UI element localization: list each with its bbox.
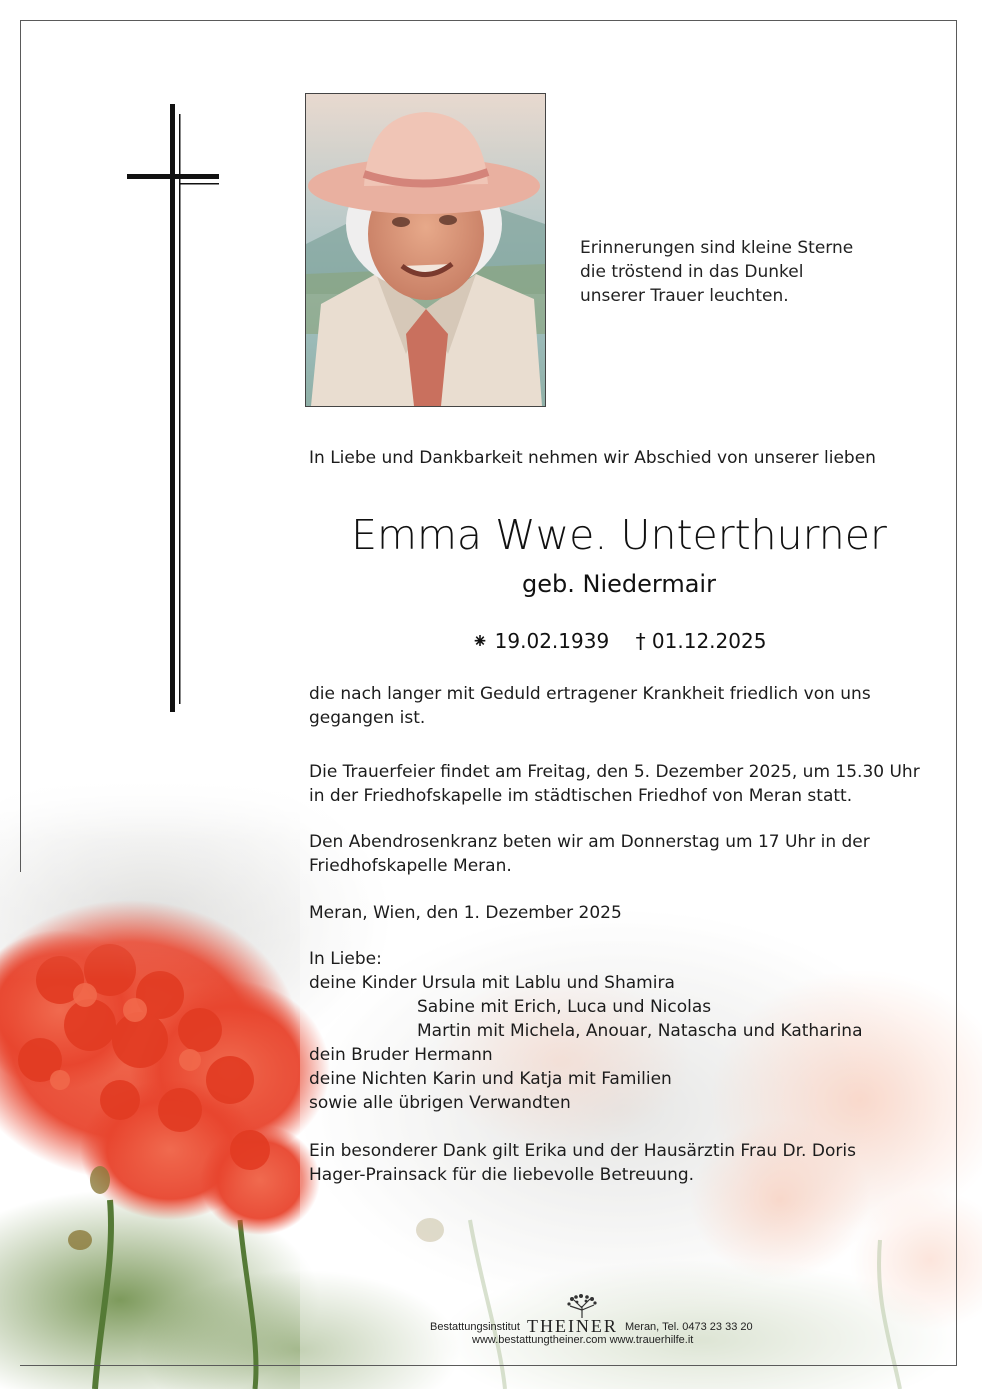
cross-icon	[120, 100, 230, 720]
memorial-verse	[580, 236, 900, 308]
verse-line: Erinnerungen sind kleine Sterne	[580, 238, 854, 258]
footer-contact: Meran, Tel. 0473 23 33 20	[625, 1321, 753, 1333]
footer-prefix: Bestattungsinstitut	[430, 1321, 520, 1333]
tree-logo-icon	[562, 1294, 602, 1318]
paragraph-line: die nach langer mit Geduld ertragener Krankheit friedlich von uns	[309, 684, 871, 704]
rosary-paragraph	[309, 830, 870, 878]
funeral-home-footer	[400, 1294, 820, 1354]
mourners-list	[309, 947, 863, 1115]
mourner-line: Sabine mit Erich, Luca und Nicolas	[417, 997, 712, 1017]
paragraph-line: in der Friedhofskapelle im städtischen Friedhof von Meran statt.	[309, 786, 853, 806]
mourners-heading: In Liebe:	[309, 949, 382, 969]
intro-text: In Liebe und Dankbarkeit nehmen wir Abschied von unserer lieben	[309, 448, 876, 468]
paragraph-line: Ein besonderer Dank gilt Erika und der Hausärztin Frau Dr. Doris	[309, 1141, 856, 1161]
verse-line: die tröstend in das Dunkel	[580, 262, 804, 282]
funeral-home-brand: THEINER	[526, 1316, 618, 1336]
paragraph-line: Friedhofskapelle Meran.	[309, 856, 512, 876]
death-date: † 01.12.2025	[635, 629, 767, 653]
illness-paragraph	[309, 682, 871, 730]
portrait-photo	[305, 93, 546, 407]
paragraph-line: Den Abendrosenkranz beten wir am Donnerstag um 17 Uhr in der	[309, 832, 870, 852]
mourner-line: deine Nichten Karin und Katja mit Familien	[309, 1069, 672, 1089]
birth-date: ⁕ 19.02.1939	[471, 629, 610, 653]
paragraph-line: Hager-Prainsack für die liebevolle Betreuung.	[309, 1165, 695, 1185]
thanks-paragraph	[309, 1139, 856, 1187]
place-date	[309, 901, 622, 925]
mourner-line: deine Kinder Ursula mit Lablu und Shamira	[309, 973, 675, 993]
deceased-name: Emma Wwe. Unterthurner	[351, 511, 887, 559]
mourner-line: dein Bruder Hermann	[309, 1045, 493, 1065]
mourner-line: Martin mit Michela, Anouar, Natascha und Katharina	[417, 1021, 863, 1041]
verse-line: unserer Trauer leuchten.	[580, 286, 789, 306]
place-date-line: Meran, Wien, den 1. Dezember 2025	[309, 903, 622, 923]
mourner-line: sowie alle übrigen Verwandten	[309, 1093, 571, 1113]
birth-name: geb. Niedermair	[522, 570, 716, 598]
paragraph-line: Die Trauerfeier findet am Freitag, den 5. Dezember 2025, um 15.30 Uhr	[309, 762, 920, 782]
footer-websites: www.bestattungtheiner.com www.trauerhilfe.it	[472, 1334, 694, 1346]
life-dates	[309, 626, 929, 656]
paragraph-line: gegangen ist.	[309, 708, 426, 728]
frame-left-edge	[20, 20, 21, 872]
funeral-paragraph	[309, 760, 920, 808]
